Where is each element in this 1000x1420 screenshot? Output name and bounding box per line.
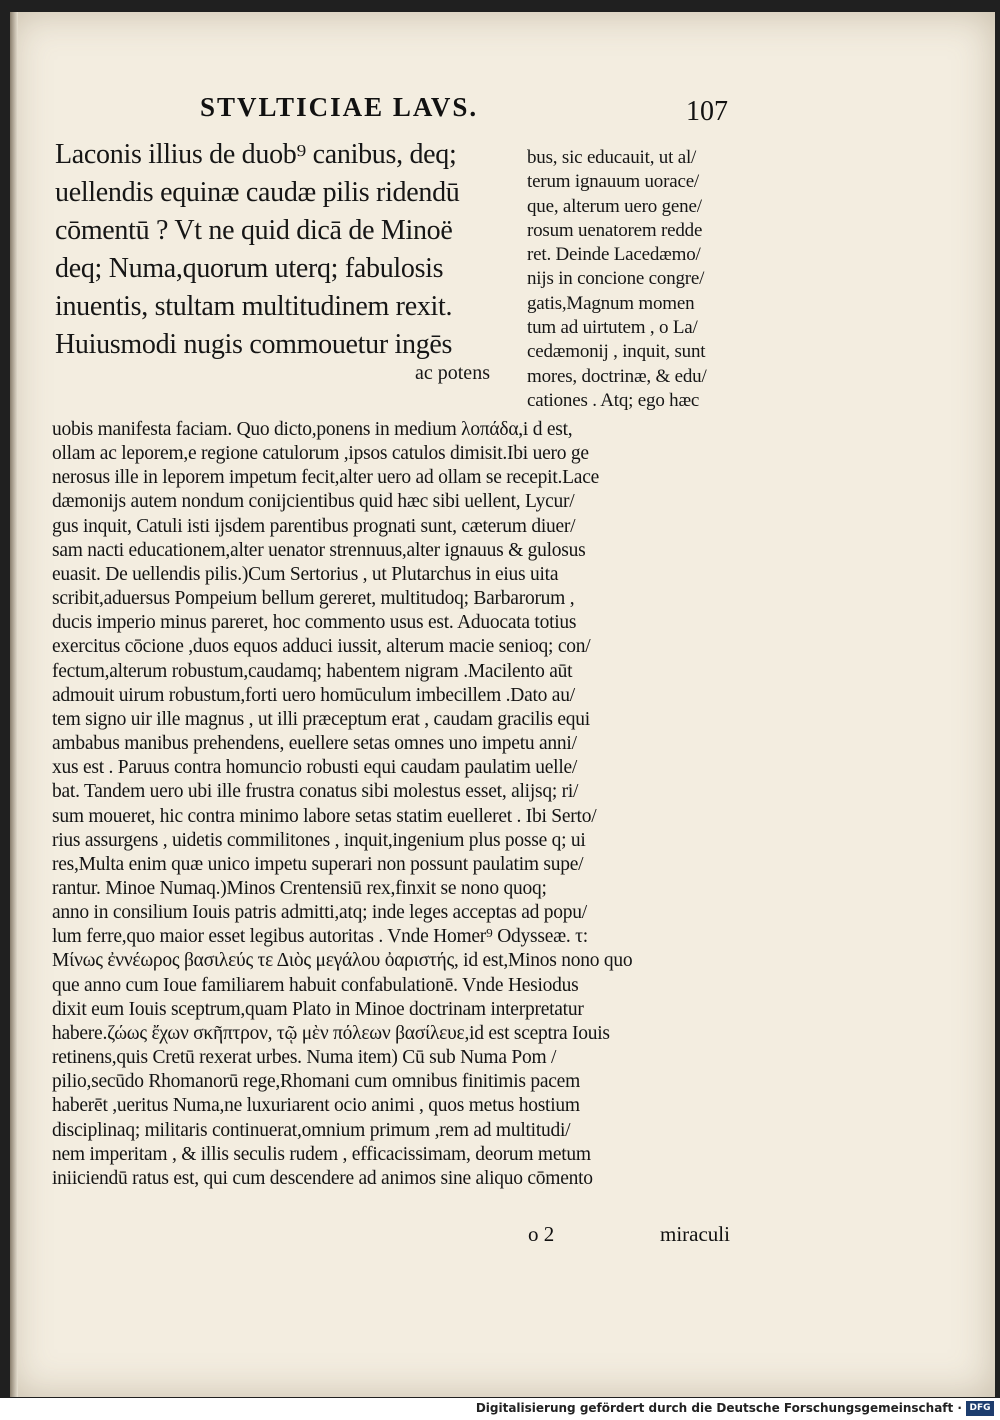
commentary-line: euasit. De uellendis pilis.)Cum Sertorius , ut Plutarchus in eius uita xyxy=(52,563,559,585)
commentary-line: lum ferre,quo maior esset legibus autoritas . Vnde Homer⁹ Odysseæ. τ: xyxy=(52,926,588,948)
commentary-line: dixit eum Iouis sceptrum,quam Plato in Minoe doctrinam interpretatur xyxy=(52,998,584,1020)
commentary-line: pilio,secūdo Rhomanorū rege,Rhomani cum omnibus finitimis pacem xyxy=(52,1071,580,1093)
commentary-text-block xyxy=(52,418,772,1191)
commentary-line: gus inquit, Catuli isti ijsdem parentibus prognati sunt, cæterum diuer/ xyxy=(52,515,576,537)
dfg-logo-icon: DFG xyxy=(966,1401,994,1416)
commentary-line: retinens,quis Cretū rexerat urbes. Numa item) Cū sub Numa Pom / xyxy=(52,1047,557,1069)
signature-mark: o 2 xyxy=(528,1222,555,1246)
running-title: STVLTICIAE LAVS. xyxy=(200,92,479,122)
main-text-tail: ac potens xyxy=(415,362,490,384)
commentary-line: xus est . Paruus contra homuncio robusti equi caudam paulatim uelle/ xyxy=(52,757,578,779)
commentary-line: ducis imperio minus pareret, hoc commento usus est. Aduocata totius xyxy=(52,612,577,634)
right-column-line: bus, sic educauit, ut al/ xyxy=(527,147,697,168)
commentary-line: rantur. Minoe Numaq.)Minos Crentensiū rex,finxit se nono quoq; xyxy=(52,877,547,899)
right-column-line: rosum uenatorem redde xyxy=(527,219,703,241)
commentary-line: iniiciendū ratus est, qui cum descendere ad animos sine aliquo cōmento xyxy=(52,1167,593,1189)
commentary-line: admouit uirum robustum,forti uero homūculum imbecillem .Dato au/ xyxy=(52,684,575,706)
commentary-line: nem imperitam , & illis seculis rudem , efficacissimam, deorum metum xyxy=(52,1143,591,1165)
commentary-line: disciplinaq; militaris continuerat,omnium primum ,rem ad multitudi/ xyxy=(52,1119,571,1141)
right-column-line: terum ignauum uorace/ xyxy=(527,171,700,193)
right-column-line: que, alterum uero gene/ xyxy=(527,195,702,217)
commentary-line: exercitus cōcione ,duos equos adduci iussit, alterum macie senioq; con/ xyxy=(52,636,591,658)
commentary-line: ollam ac leporem,e regione catulorum ,ipsos catulos dimisit.Ibi uero ge xyxy=(52,443,589,465)
commentary-line: bat. Tandem uero ubi ille frustra conatus sibi molestus esset, alijsq; ri/ xyxy=(52,781,579,803)
right-column-line: cationes . Atq; ego hæc xyxy=(527,389,700,411)
main-text-block xyxy=(55,136,510,364)
commentary-line: habere.ζώως ἔχων σκῆπτρον, τῷ μὲν πόλεων βασίλευε,id est sceptra Iouis xyxy=(52,1022,610,1044)
catchword: miraculi xyxy=(660,1222,730,1246)
right-column-line: nijs in concione congre/ xyxy=(527,268,705,290)
main-text-line: inuentis, stultam multitudinem rexit. xyxy=(55,291,453,322)
right-column-text xyxy=(527,146,772,413)
commentary-line: sam nacti educationem,alter uenator strennuus,alter ignauus & gulosus xyxy=(52,539,586,561)
commentary-line: que anno cum Ioue familiarem habuit confabulationē. Vnde Hesiodus xyxy=(52,974,579,996)
right-column-line: mores, doctrinæ, & edu/ xyxy=(527,365,707,387)
main-text-line: Laconis illius de duob⁹ canibus, deq; xyxy=(55,139,457,170)
right-column-line: ret. Deinde Lacedæmo/ xyxy=(527,244,701,266)
commentary-line: res,Multa enim quæ unico impetu superari non possunt paulatim supe/ xyxy=(52,853,584,875)
right-column-line: gatis,Magnum momen xyxy=(527,292,695,314)
main-text-line: cōmentū ? Vt ne quid dicā de Minoë xyxy=(55,215,453,246)
commentary-line: uobis manifesta faciam. Quo dicto,ponens in medium λοπάδα,i d est, xyxy=(52,419,573,440)
page-number: 107 xyxy=(686,96,728,127)
right-column-line: tum ad uirtutem , o La/ xyxy=(527,317,698,339)
main-text-line: Huiusmodi nugis commouetur ingēs xyxy=(55,329,453,360)
commentary-line: fectum,alterum robustum,caudamq; habentem nigram .Macilento aūt xyxy=(52,660,573,682)
main-text-line: uellendis equinæ caudæ pilis ridendū xyxy=(55,177,460,208)
commentary-line: dæmonijs autem nondum conijcientibus quid hæc sibi uellent, Lycur/ xyxy=(52,491,575,513)
funding-credit: Digitalisierung gefördert durch die Deutsche Forschungsgemeinschaft · xyxy=(475,1401,962,1415)
commentary-line: anno in consilium Iouis patris admitti,atq; inde leges acceptas ad popu/ xyxy=(52,902,587,924)
commentary-line: rius assurgens , uidetis commilitones , inquit,ingenium plus posse q; ui xyxy=(52,829,586,851)
footer-bar xyxy=(0,1398,1000,1420)
commentary-line: tem signo uir ille magnus , ut illi præceptum erat , caudam gracilis equi xyxy=(52,708,590,730)
commentary-line: scribit,aduersus Pompeium bellum gereret, multitudoq; Barbarorum , xyxy=(52,588,575,610)
commentary-line: ambabus manibus prehendens, euellere setas omnes uno impetu anni/ xyxy=(52,733,577,755)
commentary-line: haberēt ,ueritus Numa,ne luxuriarent ocio animi , quos metus hostium xyxy=(52,1095,580,1117)
commentary-line: Μίνως ἐννέωρος βασιλεύς τε Διὸς μεγάλου ὀαριστής, id est,Minos nono quo xyxy=(52,950,633,972)
commentary-line: sum moueret, hic contra minimo labore setas statim euelleret . Ibi Serto/ xyxy=(52,805,597,827)
right-column-line: cedæmonij , inquit, sunt xyxy=(527,341,706,363)
main-text-line: deq; Numa,quorum uterq; fabulosis xyxy=(55,253,444,284)
commentary-line: nerosus ille in leporem impetum fecit,alter uero ad ollam se recepit.Lace xyxy=(52,467,600,489)
